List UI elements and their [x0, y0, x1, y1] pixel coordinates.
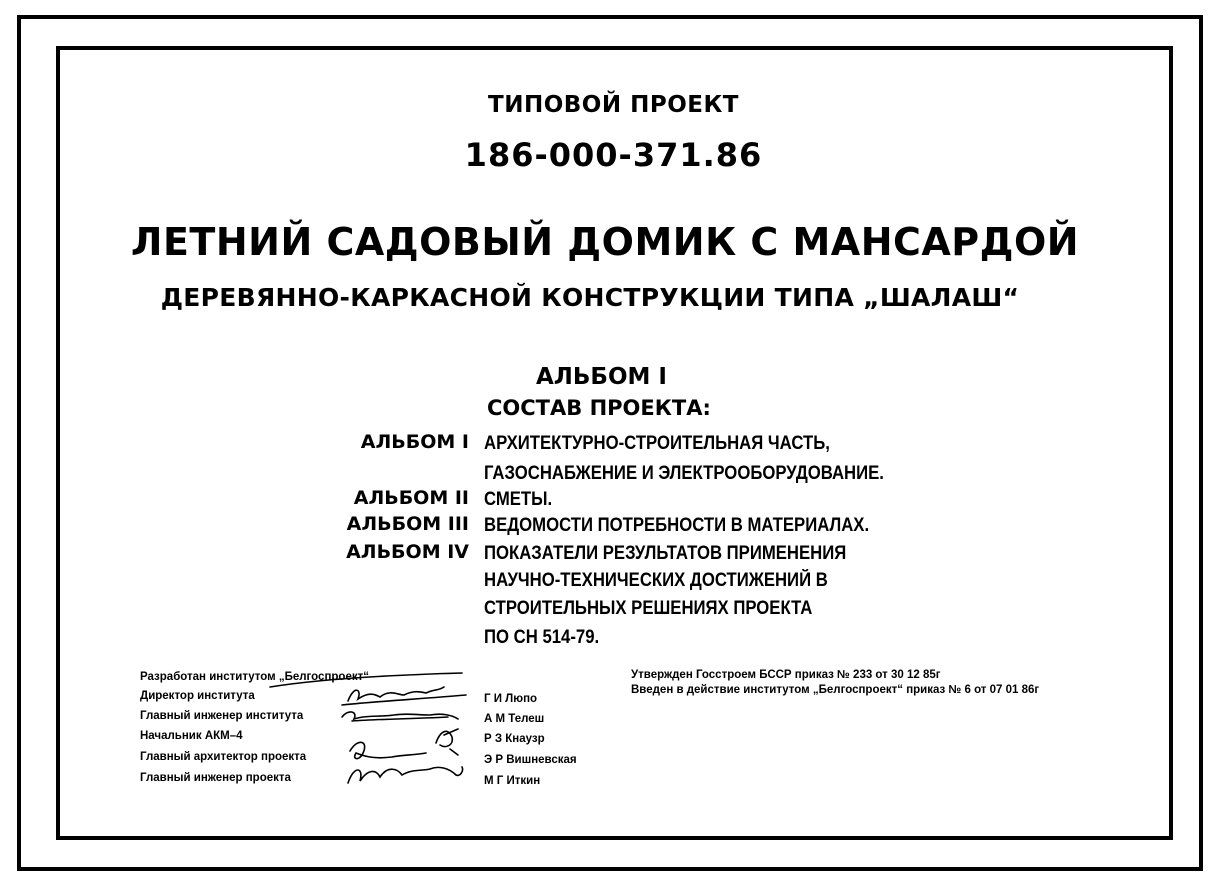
document-title: ЛЕТНИЙ САДОВЫЙ ДОМИК С МАНСАРДОЙ — [130, 220, 1080, 264]
album-name: АЛЬБОМ IV — [346, 541, 469, 563]
album-name: АЛЬБОМ II — [353, 487, 469, 509]
signatory-name: Р З Кнаузр — [484, 733, 545, 745]
album-entry — [0, 513, 1227, 539]
signatory-role: Главный архитектор проекта — [140, 751, 307, 763]
album-description-line: СМЕТЫ. — [484, 489, 553, 510]
album-description-line: СТРОИТЕЛЬНЫХ РЕШЕНИЯХ ПРОЕКТА — [484, 598, 813, 619]
approval-line: Утвержден Госстроем БССР приказ № 233 от 30 12 85г — [631, 669, 941, 681]
album-entry — [0, 487, 1227, 513]
document-subtitle: ДЕРЕВЯННО-КАРКАСНОЙ КОНСТРУКЦИИ ТИПА „ШАЛАШ“ — [160, 283, 1020, 312]
composition-heading: СОСТАВ ПРОЕКТА: — [487, 396, 711, 420]
signatory-role: Начальник АКМ–4 — [140, 730, 243, 742]
album-entry — [0, 541, 1227, 648]
signatory-name: М Г Иткин — [484, 775, 541, 787]
project-label: ТИПОВОЙ ПРОЕКТ — [488, 92, 739, 118]
album-description-line: ГАЗОСНАБЖЕНИЕ И ЭЛЕКТРООБОРУДОВАНИЕ. — [484, 463, 884, 484]
signature-chief-engineer-project — [348, 767, 463, 783]
signature-chief-engineer-underline — [352, 717, 448, 721]
project-number: 186-000-371.86 — [464, 136, 763, 174]
signatory-name: А М Телеш — [484, 713, 545, 725]
album-entry — [0, 431, 1227, 484]
album-name: АЛЬБОМ III — [346, 513, 469, 535]
album-name: АЛЬБОМ I — [360, 431, 469, 453]
handwritten-signatures — [230, 665, 480, 800]
album-description-line: ПО СН 514-79. — [484, 627, 600, 648]
signatory-role: Директор института — [140, 690, 255, 702]
album-description-line: НАУЧНО-ТЕХНИЧЕСКИХ ДОСТИЖЕНИЙ В — [484, 570, 828, 591]
signatory-role: Главный инженер института — [140, 710, 304, 722]
signatory-name: Г И Люпо — [484, 693, 538, 705]
introduction-line: Введен в действие институтом „Белгоспроект“ приказ № 6 от 07 01 86г — [631, 684, 1040, 696]
signature-director — [348, 687, 444, 701]
signatory-name: Э Р Вишневская — [484, 754, 577, 766]
signature-head-akm — [436, 729, 458, 755]
album-heading: АЛЬБОМ I — [536, 364, 667, 390]
signature-stroke — [270, 673, 462, 687]
signature-chief-architect — [350, 742, 426, 758]
album-description-line: АРХИТЕКТУРНО-СТРОИТЕЛЬНАЯ ЧАСТЬ, — [484, 433, 830, 454]
developer-line: Разработан институтом „Белгоспроект“ — [140, 671, 369, 683]
signatory-role: Главный инженер проекта — [140, 772, 291, 784]
album-description-line: ПОКАЗАТЕЛИ РЕЗУЛЬТАТОВ ПРИМЕНЕНИЯ — [484, 543, 847, 564]
album-description-line: ВЕДОМОСТИ ПОТРЕБНОСТИ В МАТЕРИАЛАХ. — [484, 515, 870, 536]
